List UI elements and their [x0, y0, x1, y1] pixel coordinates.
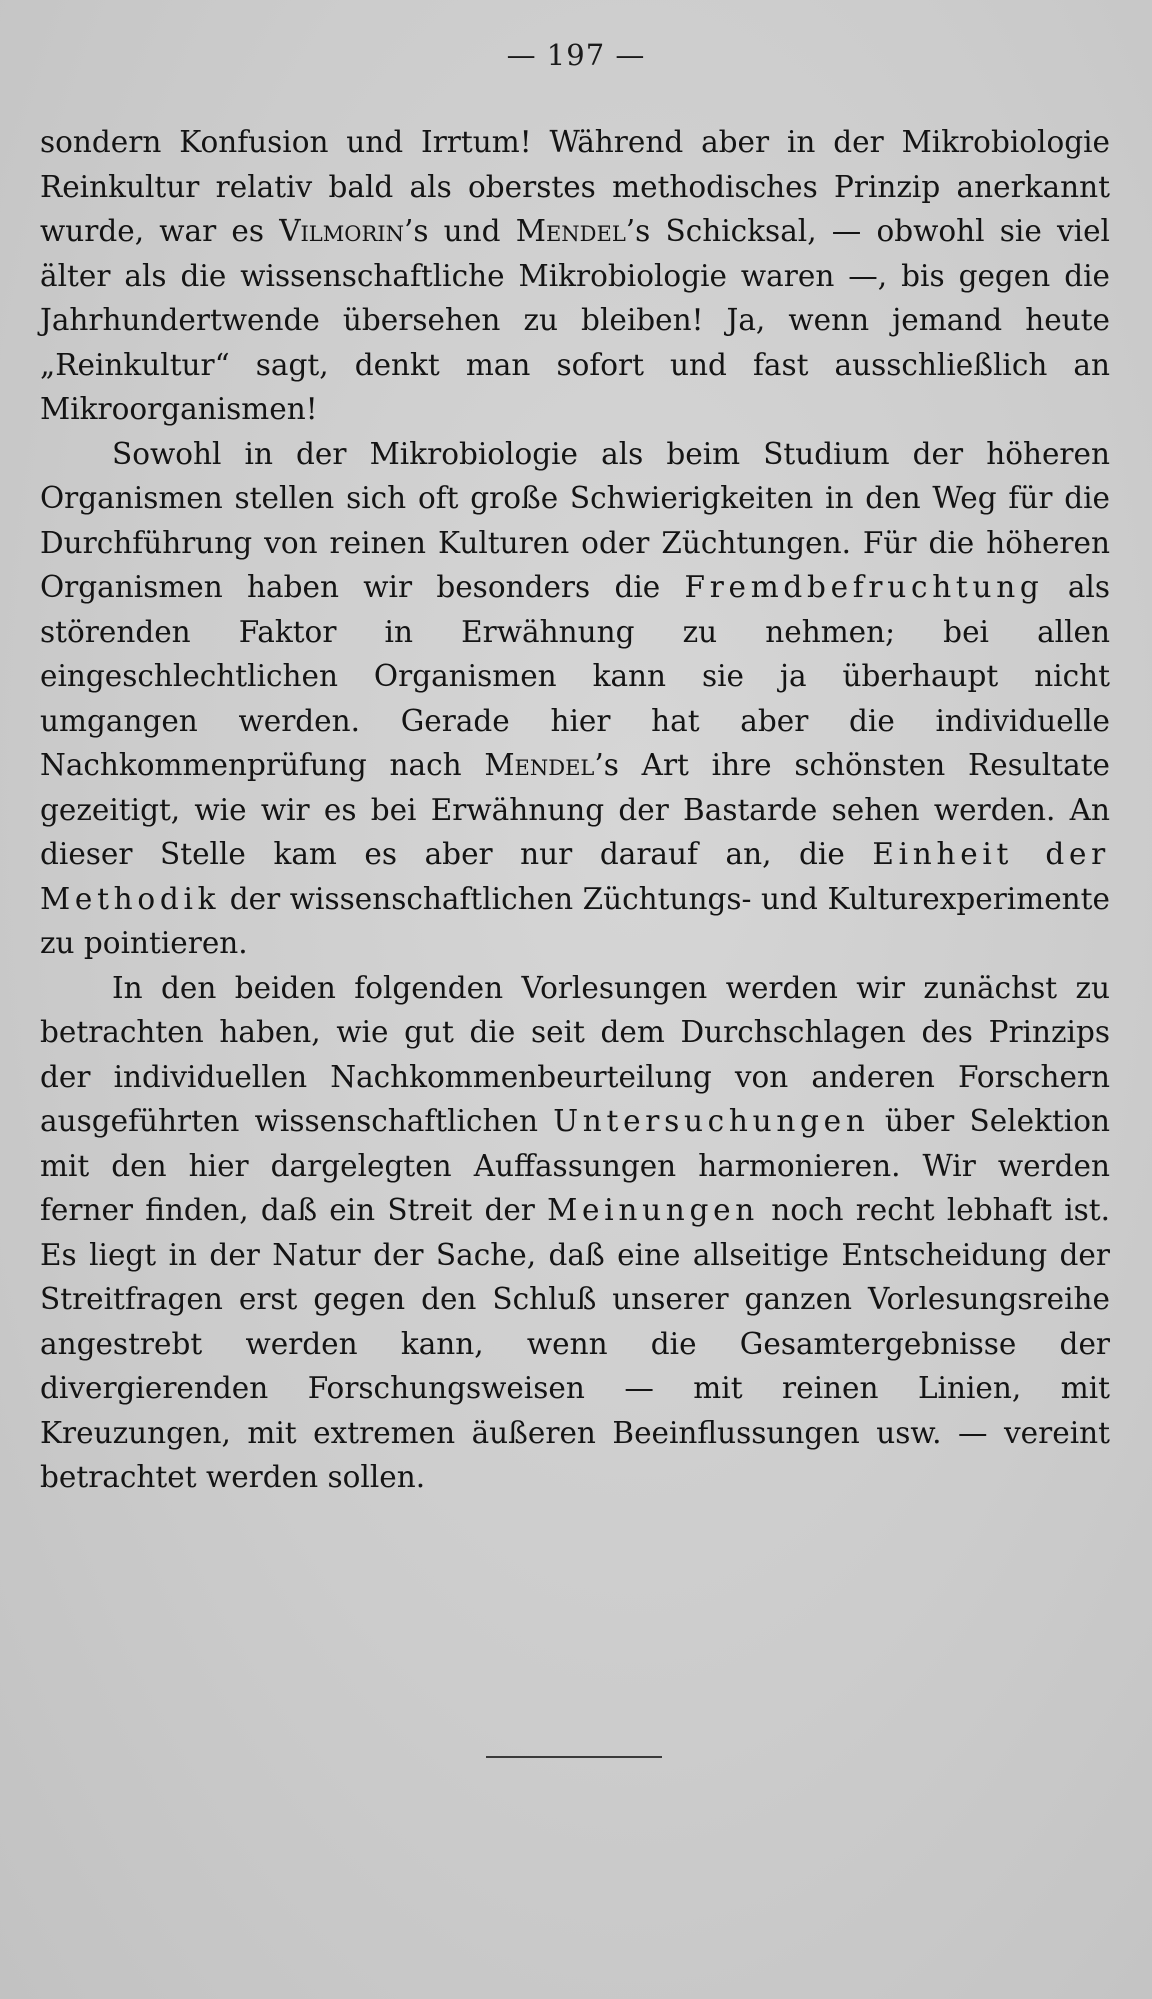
spaced-emphasis: Einheit der Methodik: [40, 837, 1110, 916]
text-run: ’s und: [403, 214, 516, 248]
section-end-rule: [486, 1756, 662, 1758]
text-run: als störenden Faktor in Erwähnung zu nehmen; bei allen eingeschlechtlichen Organismen kann sie ja überhaupt nicht umgangen werden. Gerade hier hat aber die individuelle Nachkommenprüfung nach: [40, 570, 1110, 782]
text-run: über Selektion mit den hier dargelegten Auffassungen harmonieren. Wir werden ferner finden, daß ein Streit der: [40, 1104, 1110, 1227]
text-run: ’s Schicksal, — obwohl sie viel älter als die wissenschaftliche Mikrobiologie waren —, bis gegen die Jahrhundertwende übersehen zu bleiben! Ja, wenn jemand heute „Reinkultur“ sagt, denkt man sofort und fast ausschließlich an Mikroorganismen!: [40, 214, 1110, 426]
paragraph: [40, 432, 1110, 966]
text-run: In den beiden folgenden Vorlesungen werden wir zunächst zu betrachten haben, wie gut die seit dem Durchschlagen des Prinzips der individuellen Nachkommenbeurteilung von anderen Forschern ausgeführten wissenschaftlichen: [40, 970, 1110, 1138]
paragraph: [40, 120, 1110, 432]
spaced-emphasis: Fremdbefruchtung: [684, 570, 1044, 604]
author-name-mendel: Mendel: [484, 748, 595, 782]
page-number: — 197 —: [506, 38, 646, 72]
author-name-vilmorin: Vilmorin: [279, 214, 404, 248]
author-name-mendel: Mendel: [515, 214, 626, 248]
text-run: ’s Art ihre schönsten Resultate gezeitigt, wie wir es bei Erwähnung der Bastarde sehen werden. An dieser Stelle kam es aber nur darauf an, die: [40, 748, 1110, 871]
text-run: sondern Konfusion und Irrtum! Während aber in der Mikrobiologie Reinkultur relativ bald als oberstes methodisches Prinzip anerkannt wurde, war es: [40, 125, 1110, 248]
spaced-emphasis: Meinungen: [547, 1193, 760, 1227]
text-run: Sowohl in der Mikrobiologie als beim Studium der höheren Organismen stellen sich oft große Schwierigkeiten in den Weg für die Durchführung von reinen Kulturen oder Züchtungen. Für die höheren Organismen haben wir besonders die: [40, 436, 1110, 604]
spaced-emphasis: Untersuchungen: [553, 1104, 870, 1138]
text-run: der wissenschaftlichen Züchtungs- und Kulturexperimente zu pointieren.: [40, 881, 1110, 960]
paragraph: [40, 966, 1110, 1500]
text-run: noch recht lebhaft ist. Es liegt in der Natur der Sache, daß eine allseitige Entscheidung der Streitfragen erst gegen den Schluß unserer ganzen Vorlesungsreihe angestrebt werden kann, wenn die Gesamtergebnisse der divergierenden Forschungsweisen — mit reinen Linien, mit Kreuzungen, mit extremen äußeren Beeinflussungen usw. — vereint betrachtet werden sollen.: [40, 1193, 1110, 1494]
body-text: [40, 120, 1110, 1500]
